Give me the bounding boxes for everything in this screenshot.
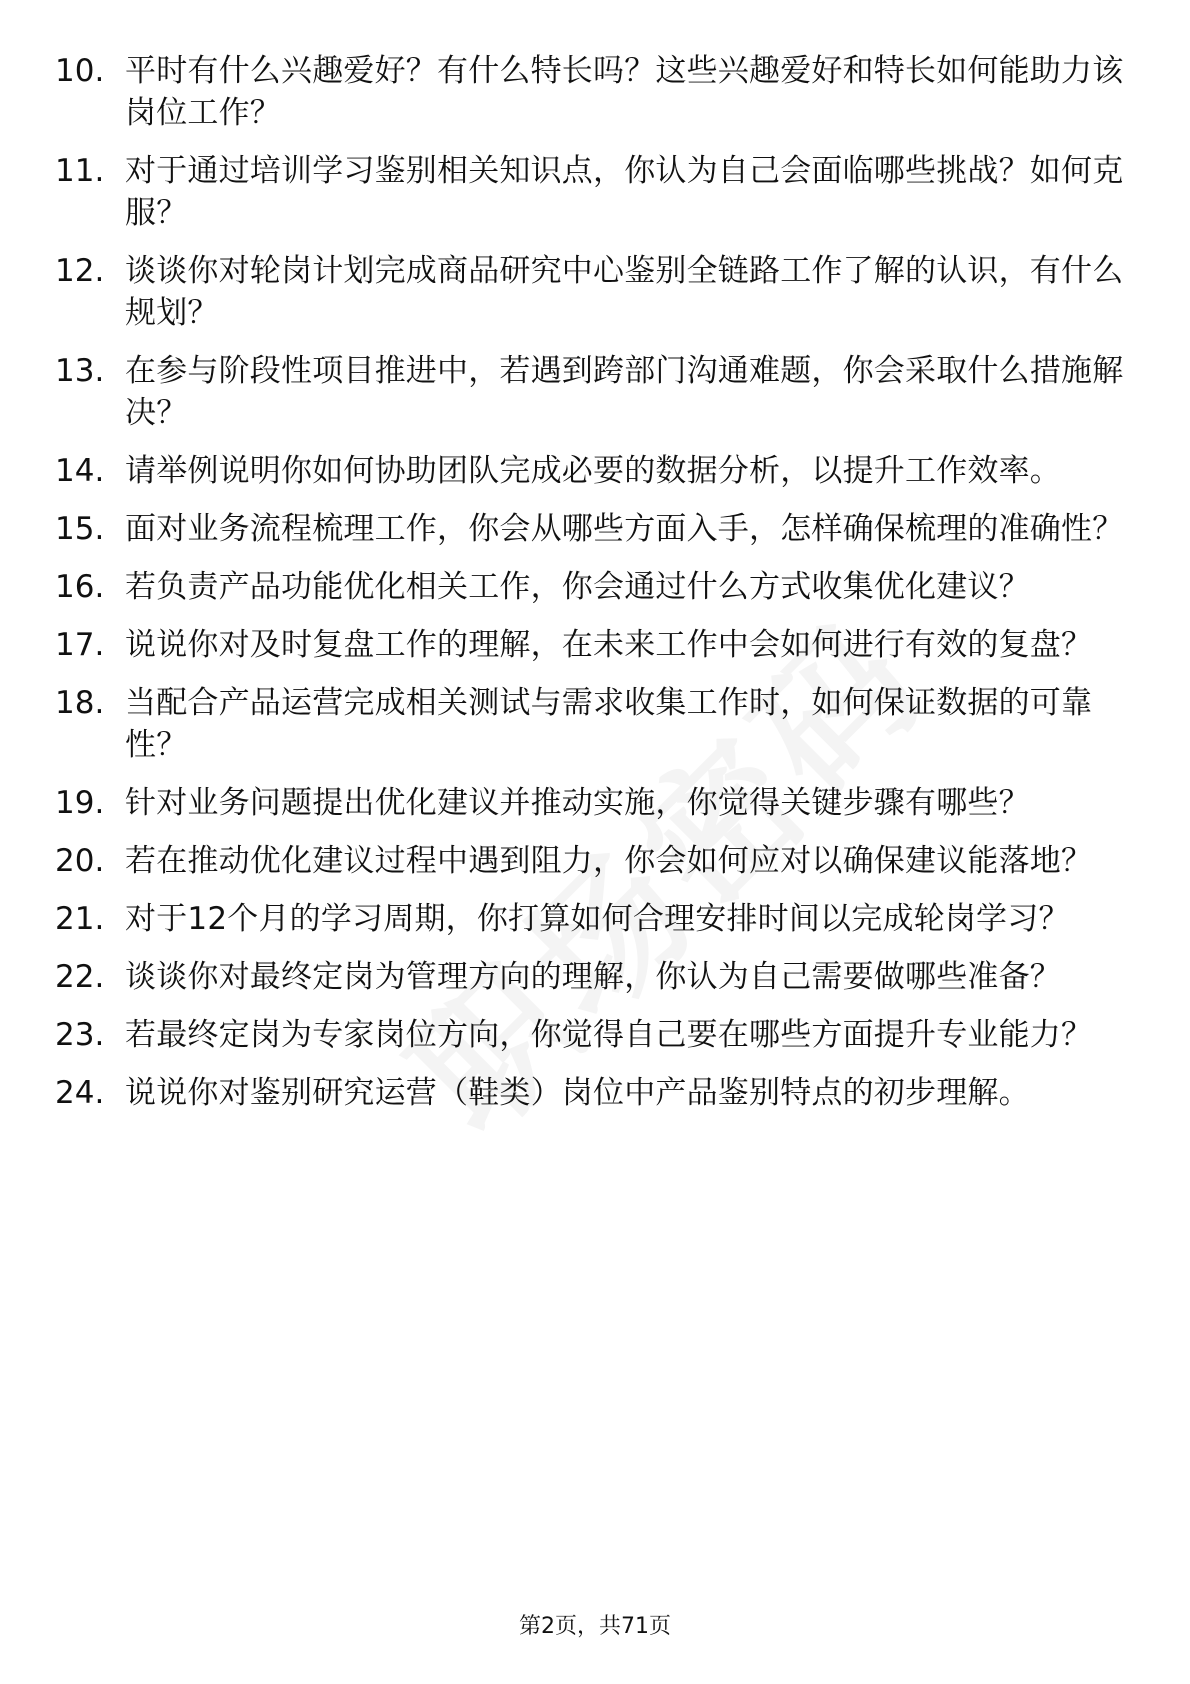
question-list [55, 50, 1135, 1130]
question-number: 21. [55, 901, 105, 937]
question-text: 说说你对及时复盘工作的理解，在未来工作中会如何进行有效的复盘？ [125, 627, 1093, 663]
list-item [55, 682, 1135, 766]
question-number: 14. [55, 453, 105, 489]
question-text: 谈谈你对最终定岗为管理方向的理解，你认为自己需要做哪些准备？ [125, 959, 1061, 995]
list-item [55, 782, 1135, 824]
question-text: 当配合产品运营完成相关测试与需求收集工作时，如何保证数据的可靠性？ [125, 685, 1093, 763]
list-item [55, 1072, 1135, 1114]
question-text: 在参与阶段性项目推进中，若遇到跨部门沟通难题，你会采取什么措施解决？ [125, 353, 1124, 431]
page-footer: 第2页，共71页 [519, 1614, 671, 1639]
question-number: 11. [55, 153, 105, 189]
question-number: 22. [55, 959, 105, 995]
question-text: 若最终定岗为专家岗位方向，你觉得自己要在哪些方面提升专业能力？ [125, 1017, 1093, 1053]
question-number: 10. [55, 53, 105, 89]
question-text: 对于12个月的学习周期，你打算如何合理安排时间以完成轮岗学习？ [125, 901, 1070, 937]
list-item [55, 150, 1135, 234]
list-item [55, 840, 1135, 882]
question-number: 23. [55, 1017, 105, 1053]
question-number: 18. [55, 685, 105, 721]
list-item [55, 450, 1135, 492]
question-number: 17. [55, 627, 105, 663]
question-number: 15. [55, 511, 105, 547]
list-item [55, 566, 1135, 608]
list-item [55, 624, 1135, 666]
list-item [55, 250, 1135, 334]
question-number: 20. [55, 843, 105, 879]
question-number: 24. [55, 1075, 105, 1111]
question-text: 若在推动优化建议过程中遇到阻力，你会如何应对以确保建议能落地？ [125, 843, 1093, 879]
question-text: 对于通过培训学习鉴别相关知识点，你认为自己会面临哪些挑战？如何克服？ [125, 153, 1124, 231]
list-item [55, 350, 1135, 434]
question-text: 请举例说明你如何协助团队完成必要的数据分析，以提升工作效率。 [125, 453, 1061, 489]
question-number: 19. [55, 785, 105, 821]
question-number: 12. [55, 253, 105, 289]
question-text: 针对业务问题提出优化建议并推动实施，你觉得关键步骤有哪些？ [125, 785, 1030, 821]
question-text: 平时有什么兴趣爱好？有什么特长吗？这些兴趣爱好和特长如何能助力该岗位工作？ [125, 53, 1124, 131]
question-text: 谈谈你对轮岗计划完成商品研究中心鉴别全链路工作了解的认识，有什么规划？ [125, 253, 1124, 331]
question-number: 16. [55, 569, 105, 605]
list-item [55, 508, 1135, 550]
question-number: 13. [55, 353, 105, 389]
list-item [55, 898, 1135, 940]
list-item [55, 956, 1135, 998]
question-text: 面对业务流程梳理工作，你会从哪些方面入手，怎样确保梳理的准确性？ [125, 511, 1124, 547]
list-item [55, 50, 1135, 134]
list-item [55, 1014, 1135, 1056]
question-text: 说说你对鉴别研究运营（鞋类）岗位中产品鉴别特点的初步理解。 [125, 1075, 1030, 1111]
question-text: 若负责产品功能优化相关工作，你会通过什么方式收集优化建议？ [125, 569, 1030, 605]
